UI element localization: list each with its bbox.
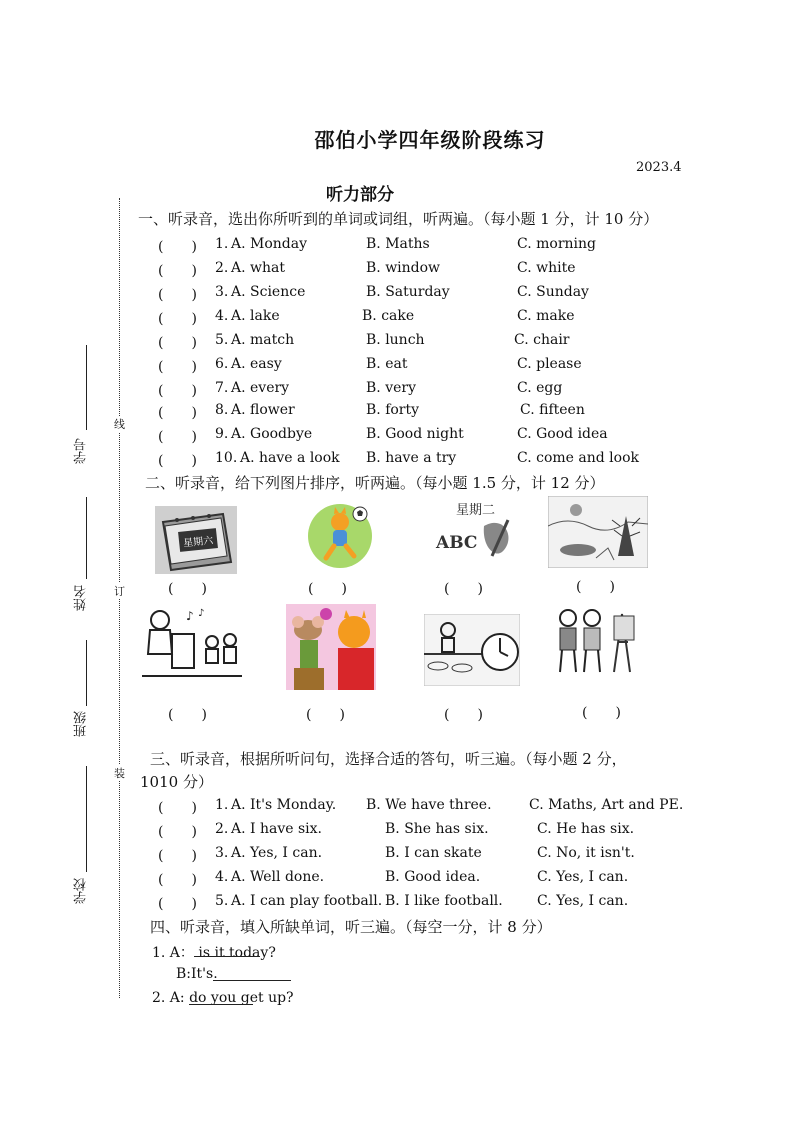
svg-text:♪: ♪ xyxy=(186,609,194,623)
landscape-picture xyxy=(548,496,648,568)
answer-bracket[interactable]: ( ) xyxy=(158,453,197,469)
answer-bracket[interactable]: ( ) xyxy=(158,848,197,864)
answer-bracket[interactable]: ( ) xyxy=(582,705,621,721)
q2-line-a xyxy=(152,990,294,1006)
answer-bracket[interactable]: ( ) xyxy=(158,872,197,888)
answer-bracket[interactable]: ( ) xyxy=(158,287,197,303)
answer-bracket[interactable]: ( ) xyxy=(158,239,197,255)
answer-bracket[interactable]: ( ) xyxy=(306,707,345,723)
option-b: B. very xyxy=(366,380,416,396)
part3-heading-line2: 1010 分） xyxy=(140,773,213,791)
q2-a-prefix: 2. A: xyxy=(152,990,185,1006)
option-c: C. Good idea xyxy=(517,426,608,442)
page-title: 邵伯小学四年级阶段练习 xyxy=(314,128,546,152)
q1-a-suffix: is it today? xyxy=(198,945,276,961)
option-b: B. forty xyxy=(366,402,420,418)
option-c: C. chair xyxy=(514,332,570,348)
class-blank[interactable] xyxy=(86,640,87,706)
school-blank[interactable] xyxy=(86,766,87,872)
part3-heading-line1: 三、听录音，根据所听问句，选择合适的答句，听三遍。（每小题 2 分， xyxy=(150,750,627,768)
option-b: B. window xyxy=(366,260,441,276)
q2-a-suffix: do you get up? xyxy=(189,990,294,1006)
option-c: C. No, it isn't. xyxy=(537,845,635,861)
item-number: 10. xyxy=(215,450,238,466)
option-a: A. It's Monday. xyxy=(231,797,337,813)
option-b: B. Good idea. xyxy=(385,869,481,885)
item-number: 3. xyxy=(215,845,229,861)
option-b: B. She has six. xyxy=(385,821,489,837)
option-a: A. easy xyxy=(231,356,282,372)
item-number: 9. xyxy=(215,426,229,442)
item-number: 6. xyxy=(215,356,229,372)
option-b: B. We have three. xyxy=(366,797,492,813)
part2-heading: 二、听录音，给下列图片排序，听两遍。（每小题 1.5 分，计 12 分） xyxy=(145,474,605,492)
answer-bracket[interactable]: ( ) xyxy=(308,581,347,597)
calendar-picture xyxy=(153,504,239,576)
option-c: C. Sunday xyxy=(517,284,589,300)
option-b: B. have a try xyxy=(366,450,457,466)
name-label: 姓名 xyxy=(74,585,89,611)
answer-bracket[interactable]: ( ) xyxy=(158,896,197,912)
option-c: C. please xyxy=(517,356,582,372)
svg-text:♪: ♪ xyxy=(198,608,205,619)
answer-bracket[interactable]: ( ) xyxy=(158,311,197,327)
q1-blank-2[interactable] xyxy=(198,942,260,957)
exam-date: 2023.4 xyxy=(636,160,682,175)
music-class-picture xyxy=(142,606,242,680)
football-cat-picture xyxy=(304,502,376,570)
item-number: 2. xyxy=(215,821,229,837)
option-a: A. flower xyxy=(231,402,295,418)
item-number: 1. xyxy=(215,797,229,813)
q1-b-prefix: B:It's xyxy=(176,966,214,982)
option-a: A. have a look xyxy=(240,450,340,466)
name-blank[interactable] xyxy=(86,497,87,579)
option-a: A. lake xyxy=(231,308,280,324)
item-number: 5. xyxy=(215,332,229,348)
answer-bracket[interactable]: ( ) xyxy=(444,707,483,723)
answer-bracket[interactable]: ( ) xyxy=(158,335,197,351)
option-b: B. Good night xyxy=(366,426,464,442)
option-a: A. Yes, I can. xyxy=(231,845,323,861)
option-b: B. lunch xyxy=(366,332,425,348)
option-c: C. fifteen xyxy=(520,402,585,418)
answer-bracket[interactable]: ( ) xyxy=(158,824,197,840)
q1-line-b xyxy=(176,966,218,982)
binding-char-line: 线 xyxy=(114,418,125,431)
item-number: 8. xyxy=(215,402,229,418)
clock-breakfast-picture xyxy=(424,614,520,686)
school-label: 学校 xyxy=(74,878,89,904)
option-b: B. I like football. xyxy=(385,893,503,909)
option-c: C. white xyxy=(517,260,576,276)
answer-bracket[interactable]: ( ) xyxy=(168,581,207,597)
part4-heading: 四、听录音，填入所缺单词，听三遍。（每空一分，计 8 分） xyxy=(150,918,552,936)
option-b: B. Saturday xyxy=(366,284,450,300)
answer-bracket[interactable]: ( ) xyxy=(158,405,197,421)
item-number: 2. xyxy=(215,260,229,276)
option-c: C. Yes, I can. xyxy=(537,893,629,909)
answer-bracket[interactable]: ( ) xyxy=(158,429,197,445)
student-no-label: 学号 xyxy=(74,438,89,464)
option-a: A. match xyxy=(231,332,295,348)
option-a: A. Monday xyxy=(231,236,308,252)
option-a: A. Science xyxy=(231,284,306,300)
binding-char-install: 装 xyxy=(114,767,125,780)
option-b: B. cake xyxy=(362,308,415,324)
option-c: C. Yes, I can. xyxy=(537,869,629,885)
item-number: 3. xyxy=(215,284,229,300)
answer-bracket[interactable]: ( ) xyxy=(158,800,197,816)
class-label: 班级 xyxy=(74,711,89,737)
q1-line-a xyxy=(152,942,276,962)
section-subtitle: 听力部分 xyxy=(326,185,394,205)
option-b: B. Maths xyxy=(366,236,430,252)
option-a: A. I have six. xyxy=(231,821,323,837)
q2-blank-1[interactable] xyxy=(189,990,253,1005)
option-b: B. eat xyxy=(366,356,408,372)
option-c: C. come and look xyxy=(517,450,639,466)
item-number: 1. xyxy=(215,236,229,252)
option-c: C. He has six. xyxy=(537,821,635,837)
weekday-text: 星期二 xyxy=(456,503,496,518)
option-a: A. Well done. xyxy=(231,869,325,885)
kids-painting-picture xyxy=(554,606,640,678)
calendar-text: 星期六 xyxy=(182,535,214,550)
student-no-blank[interactable] xyxy=(86,345,87,430)
answer-bracket[interactable]: ( ) xyxy=(158,383,197,399)
option-c: C. make xyxy=(517,308,575,324)
option-a: A. Goodbye xyxy=(231,426,313,442)
answer-bracket[interactable]: ( ) xyxy=(576,579,615,595)
mouse-tiger-picture xyxy=(286,604,376,690)
q1-blank-3[interactable] xyxy=(213,966,291,981)
q1-a-prefix: 1. A： xyxy=(152,945,194,961)
item-number: 5. xyxy=(215,893,229,909)
option-a: A. what xyxy=(231,260,285,276)
item-number: 4. xyxy=(215,869,229,885)
answer-bracket[interactable]: ( ) xyxy=(158,263,197,279)
q1-b-suffix: . xyxy=(213,966,218,982)
option-a: A. every xyxy=(231,380,290,396)
abc-text: ABC xyxy=(436,533,478,553)
item-number: 7. xyxy=(215,380,229,396)
option-c: C. Maths, Art and PE. xyxy=(529,797,684,813)
answer-bracket[interactable]: ( ) xyxy=(444,581,483,597)
weekday-abc-picture xyxy=(424,496,516,570)
item-number: 4. xyxy=(215,308,229,324)
option-c: C. morning xyxy=(517,236,596,252)
option-c: C. egg xyxy=(517,380,563,396)
answer-bracket[interactable]: ( ) xyxy=(158,359,197,375)
part1-heading: 一、听录音，选出你所听到的单词或词组，听两遍。（每小题 1 分，计 10 分） xyxy=(138,210,659,228)
binding-char-order: 订 xyxy=(114,585,125,598)
answer-bracket[interactable]: ( ) xyxy=(168,707,207,723)
option-b: B. I can skate xyxy=(385,845,482,861)
option-a: A. I can play football. xyxy=(231,893,383,909)
